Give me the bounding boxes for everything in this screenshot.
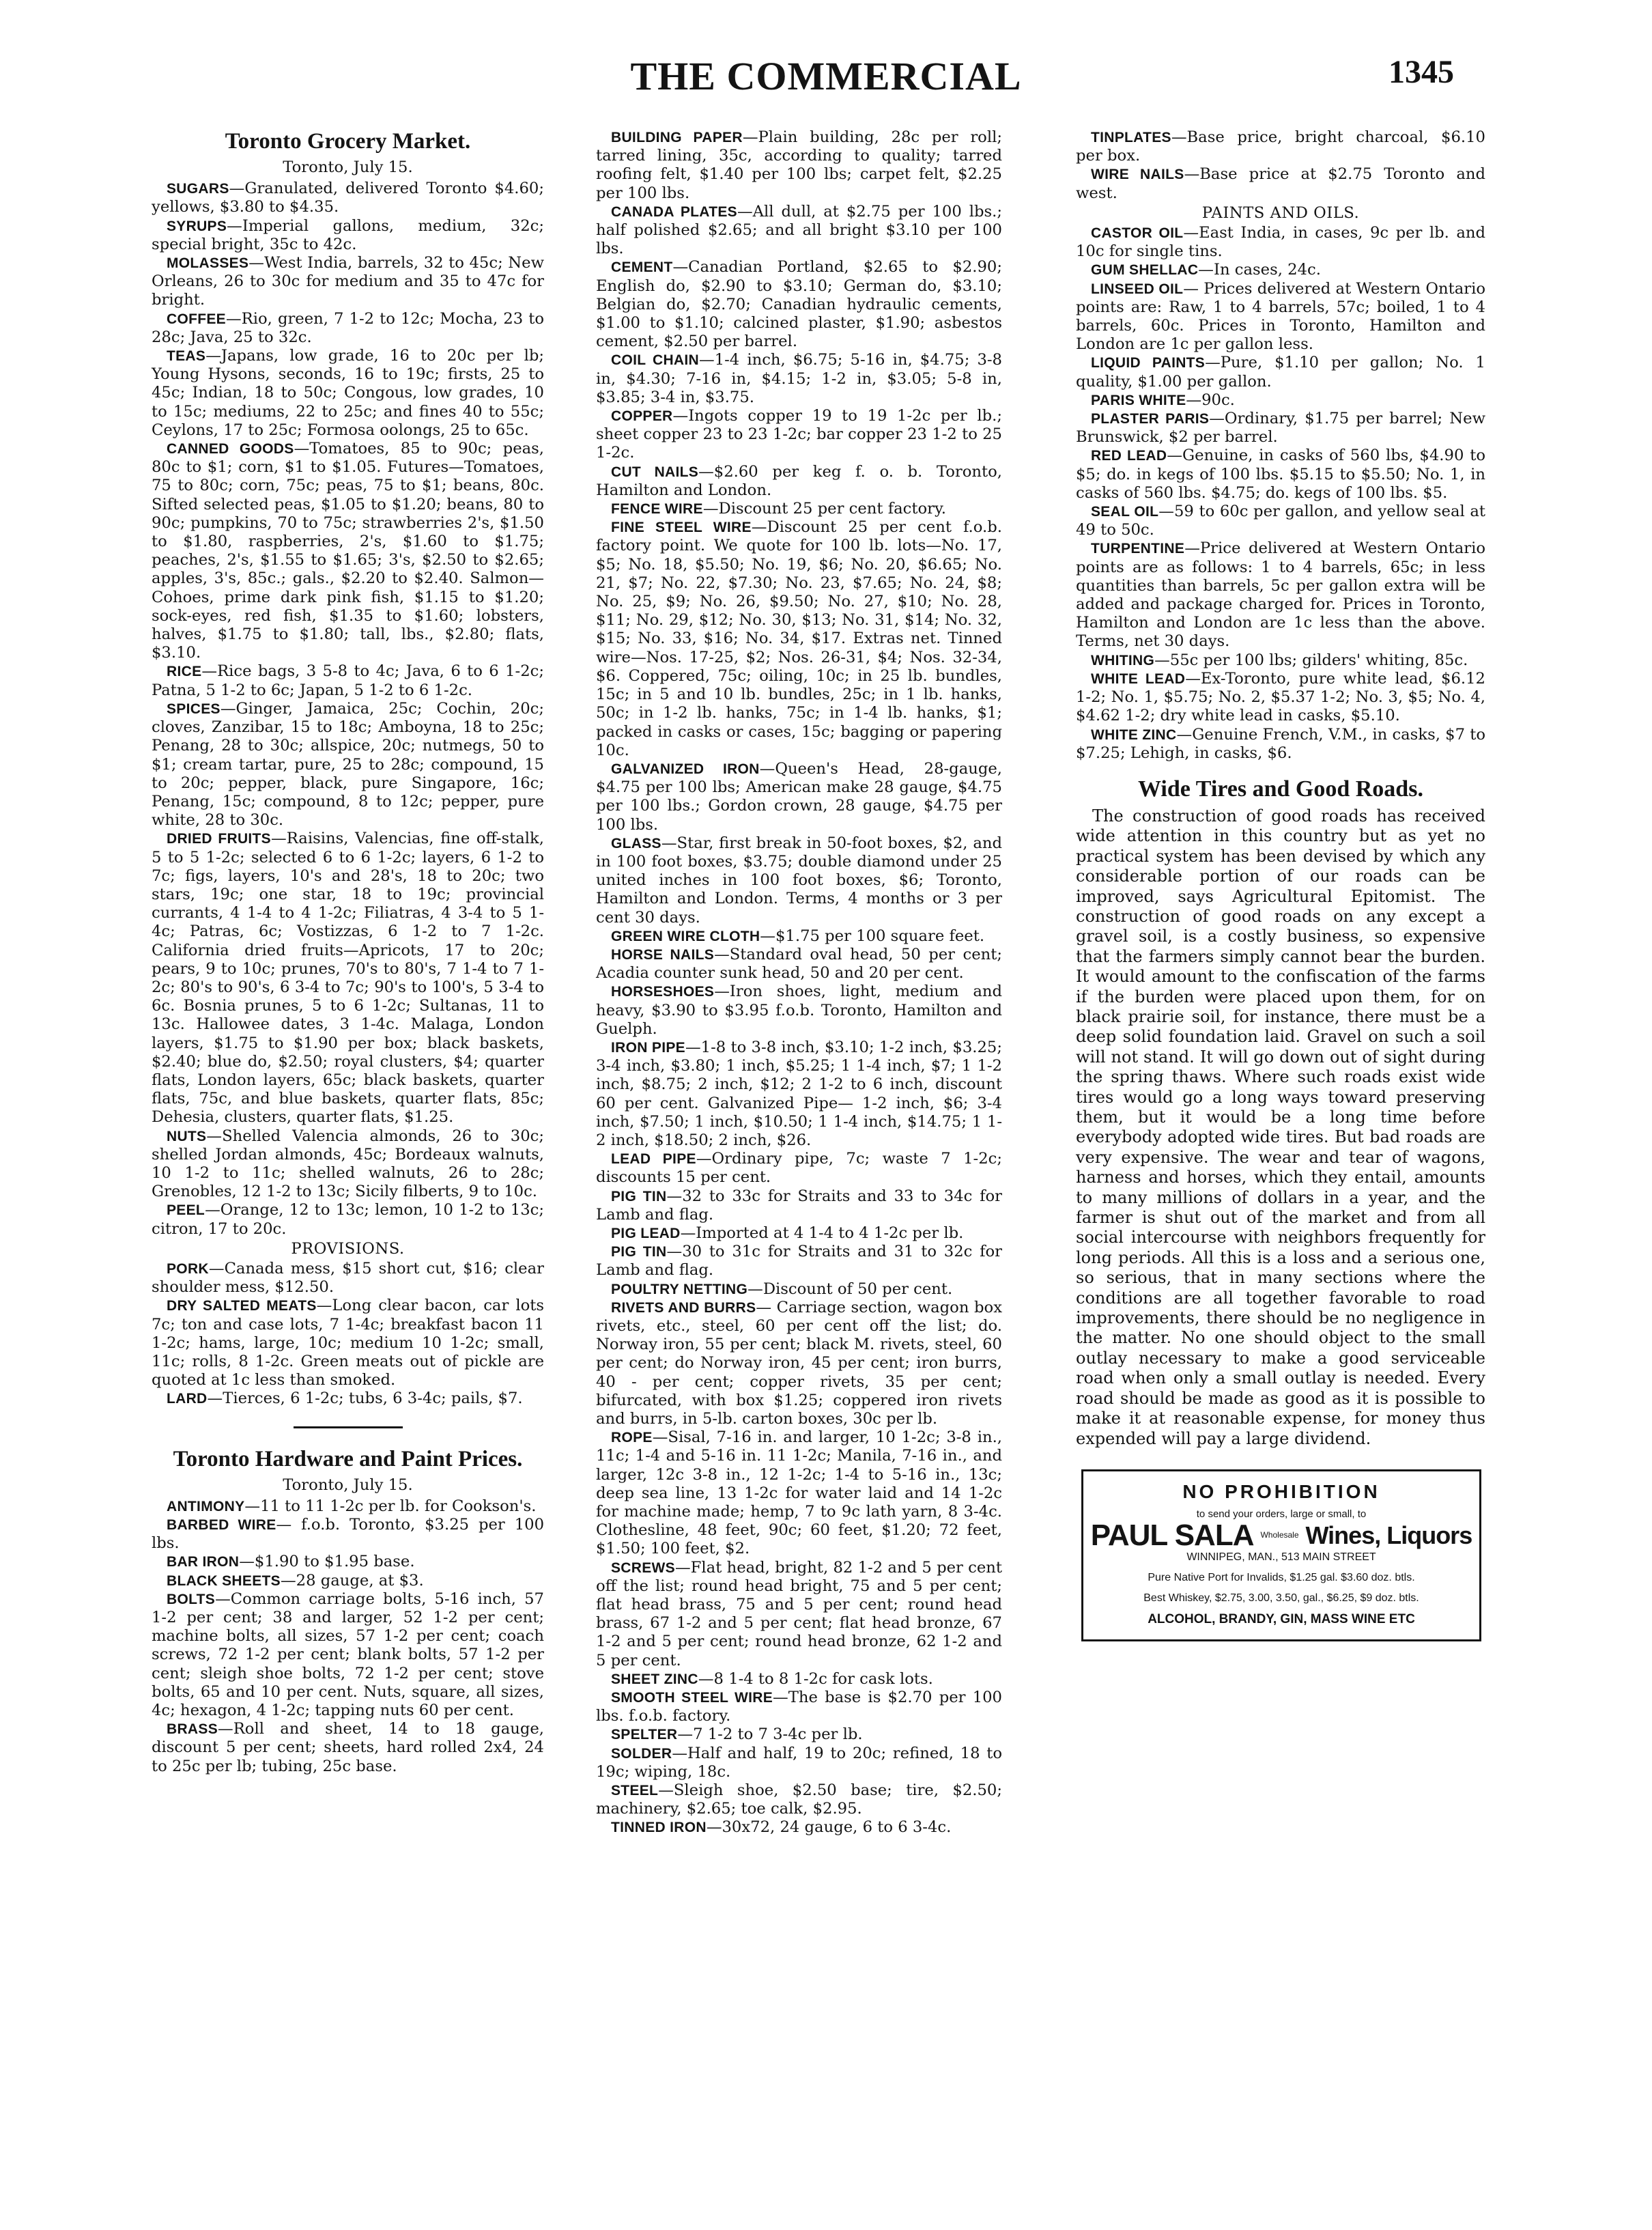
entry-text: —Base price, bright charcoal, $6.10 per box. [1076,128,1485,165]
entry-text: —Discount 25 per cent f.o.b. factory point. We quote for 100 lb. lots—No. 17, $5; No. 18, $5.50; No. 19, $6; No. 20, $6.65; No. 21, $7; No. 22, $7.30; No. 23, $7.65; No. 24, $8; No. 25, $9; No. 26, $9.50; No. 27, $10; No. 28, $11; No. 29, $12; No. 30, $13; No. 31, $14; No. 32, $15; No. 33, $16; No. 34, $17. Extras net. Tinned wire—Nos. 17-25, $2; Nos. 26-31, $4; Nos. 32-34, $6. Coppered, 75c; oiling, 10c; in 25 lb. bundles, 15c; in 5 and 10 lb. bundles, 25c; in 1 lb. hanks, 50c; in 1-2 lb. hanks, 75c; in 1-4 lb. hanks, $1; packed in casks or cases, 15c; bagging or papering 10c. [596,518,1002,759]
hardware-price-list-part-1 [152,1497,544,1776]
entry-text: —Sleigh shoe, $2.50 base; tire, $2.50; machinery, $2.65; toe calk, $2.95. [596,1781,1002,1818]
hardware-section-title: Toronto Hardware and Paint Prices. [173,1446,523,1471]
price-entry [1076,354,1485,391]
price-entry [1076,391,1485,410]
entry-heading: LARD [167,1391,208,1407]
entry-heading: POULTRY NETTING [611,1281,748,1297]
entry-text: —Base price at $2.75 Toronto and west. [1076,165,1485,202]
price-entry [596,1187,1002,1224]
entry-heading: BLACK SHEETS [167,1572,281,1589]
entry-heading: SEAL OIL [1091,504,1159,520]
entry-text: —Plain building, 28c per roll; tarred lining, 35c, according to quality; tarred roofing felt, $1.40 per 100 lbs; carpet felt, $2.25 per 100 lbs. [596,128,1002,202]
price-entry [596,500,1002,518]
entry-text: —Long clear bacon, car lots 7c; ton and case lots, 7 1-4c; breakfast bacon 11 1-2c; hams, large, 10c; medium 10 1-2c; small, 11c; rolls, 8 1-2c. Green meats out of pickle are quoted at 1c less than smoked. [152,1297,544,1389]
entry-heading: PORK [167,1260,209,1277]
price-entry [152,1260,544,1297]
entry-text: —Star, first break in 50-foot boxes, $2, and in 100 foot boxes, $3.75; double diamond under 25 united inches in 100 foot boxes, $6; Toronto, Hamilton and London. Terms, 4 months or 3 per cent 30 days. [596,834,1002,927]
price-entry [596,1689,1002,1725]
entry-text: —West India, barrels, 32 to 45c; New Orleans, 26 to 30c for medium and 35 to 47c for bright. [152,254,544,309]
entry-heading: TINPLATES [1091,130,1171,145]
entry-heading: ANTIMONY [167,1498,245,1514]
entry-text: —Imported at 4 1-4 to 4 1-2c per lb. [680,1224,964,1242]
price-entry [596,203,1002,259]
entry-text: —55c per 100 lbs; gilders' whiting, 85c. [1154,651,1468,669]
ad-product-list: ALCOHOL, BRANDY, GIN, MASS WINE ETC [1148,1612,1415,1627]
price-entry [596,1781,1002,1818]
price-entry [596,518,1002,760]
entry-heading: PIG TIN [611,1188,667,1204]
price-entry [152,1720,544,1776]
price-entry [152,662,544,699]
entry-text: —East India, in cases, 9c per lb. and 10c for single tins. [1076,224,1485,261]
entry-text: —Tomatoes, 85 to 90c; peas, 80c to $1; corn, $1 to $1.05. Futures—Tomatoes, 75 to 80c; corn, 75c; peas, 75 to $1; beans, 80c. Sifted selected peas, $1.05 to $1.20; beans, 80 to 90c; pumpkins, 70 to 75c; strawberries 2's, $1.50 to $1.80, raspberries, 2's, $1.60 to $1.75; peaches, 2's, $1.55 to $1.65; 3's, $2.50 to $2.65; apples, 3's, 85c.; gals., $2.20 to $2.40. Salmon—Cohoes, prime dark pink fish, $1.15 to $1.20; sock-eyes, red fish, $1.35 to $1.60; lobsters, halves, $1.75 to $1.80; tall, lbs., $2.80; flats, $3.10. [152,440,544,662]
entry-text: —Sisal, 7-16 in. and larger, 10 1-2c; 3-8 in., 11c; 1-4 and 5-16 in. 11 1-2c; Manila, 7-16 in., and larger, 12c 3-8 in., 12 1-2c; 1-4 to 5-16 in., 13c; deep sea line, 13 1-2c for water laid and 14 1-2c for machine made; hemp, 7 to 9c lath yarn, 8 3-4c. Clothesline, 48 feet, 90c; 60 feet, $1.20; 72 feet, $1.50; 100 feet, $2. [596,1428,1002,1558]
entry-heading: GUM SHELLAC [1091,262,1199,279]
price-entry [596,1745,1002,1781]
entry-text: —Ingots copper 19 to 19 1-2c per lb.; sheet copper 23 to 23 1-2c; bar copper 23 1-2 to 25 1-2c. [596,407,1002,462]
entry-heading: LINSEED OIL [1091,281,1184,297]
entry-text: —Raisins, Valencias, fine off-stalk, 5 to 5 1-2c; selected 6 to 6 1-2c; layers, 6 1-2 to 7c; figs, layers, 10's and 28's, 18 to 20c; two stars, 19c; one star, 18 to 19c; provincial currants, 4 1-4 to 4 1-2c; Filiatras, 4 3-4 to 5 1-4c; Patras, 6c; Vostizzas, 6 1-2 to 7 1-2c. California dried fruits—Apricots, 17 to 20c; pears, 9 to 10c; prunes, 70's to 80's, 7 1-4 to 7 1-2c; 80's to 90's, 6 3-4 to 7c; 90's to 100's, 5 3-4 to 6c. Bosnia prunes, 5 to 6 1-2c; Sultanas, 11 to 13c. Hallowee dates, 3 1-4c. Malaga, London layers, $1.75 to $1.90 per box; black baskets, $2.40; blue do, $2.50; royal clusters, $4; quarter flats, London layers, 65c; black baskets, quarter flats, 75c, and blue baskets, quarter flats, 85c; Dehesia, clusters, quarter flats, $1.25. [152,830,545,1127]
provisions-heading: PROVISIONS. [291,1239,405,1258]
price-entry [152,1572,544,1590]
price-entry [596,1039,1002,1150]
entry-heading: SUGARS [167,181,229,197]
price-entry [1076,224,1485,261]
price-entry [1076,280,1485,354]
entry-heading: RED LEAD [1091,448,1167,464]
entry-heading: SYRUPS [167,218,227,234]
entry-text: —8 1-4 to 8 1-2c for cask lots. [698,1669,933,1688]
entry-heading: WHITE LEAD [1091,671,1186,687]
entry-text: —Queen's Head, 28-gauge, $4.75 per 100 lbs; American make 28 gauge, $4.75 per 100 lbs.; Gordon crown, 28 gauge, $4.75 per 100 lbs. [596,759,1003,834]
entry-text: —Iron shoes, light, medium and heavy, $3.90 to $3.95 f.o.b. Toronto, Hamilton and Guelph. [596,983,1002,1038]
advertisement-box [1081,1469,1481,1641]
entry-heading: PEEL [167,1202,205,1219]
hardware-price-list-part-2 [596,128,1002,1837]
ad-address: WINNIPEG, MAN., 513 MAIN STREET [1186,1551,1376,1563]
entry-text: —Ginger, Jamaica, 25c; Cochin, 20c; cloves, Zanzibar, 15 to 18c; Amboyna, 18 to 25c; Penang, 28 to 30c; allspice, 20c; nutmegs, 50 to $1; cream tartar, pure, 25 to 28c; compound, 15 to 20c; pepper, black, pure Singapore, 16c; Penang, 15c; compound, 8 to 12c; pepper, pure white, 28 to 30c. [152,699,544,830]
entry-heading: SPICES [167,701,220,717]
hardware-price-list-part-3 [1076,128,1485,203]
entry-text: —Canada mess, $15 short cut, $16; clear shoulder mess, $12.50. [152,1259,544,1297]
ad-name-row [1090,1519,1472,1553]
grocery-dateline: Toronto, July 15. [283,158,413,176]
entry-heading: CANADA PLATES [611,203,737,220]
price-entry [1076,726,1485,763]
entry-text: —$2.60 per keg f. o. b. Toronto, Hamilton and London. [596,462,1002,499]
price-entry [152,1553,544,1571]
page-number: 1345 [1388,54,1454,90]
price-entry [1076,651,1485,670]
entry-heading: SOLDER [611,1745,672,1762]
entry-text: —28 gauge, at $3. [280,1571,424,1590]
article-title: Wide Tires and Good Roads. [1138,776,1423,802]
entry-text: —Common carriage bolts, 5-16 inch, 57 1-2 per cent; 38 and larger, 52 1-2 per cent; machine bolts, all sizes, 57 1-2 per cent; coach screws, 72 1-2 per cent; blank bolts, 57 1-2 per cent; sleigh shoe bolts, 72 1-2 per cent; stove bolts, 65 and 10 per cent. Nuts, square, all sizes, 4c; hexagon, 4 1-2c; tapping nuts 60 per cent. [152,1590,544,1720]
page-header-title: THE COMMERCIAL [630,54,1022,98]
paints-heading: PAINTS AND OILS. [1201,203,1360,222]
column-1 [152,128,544,1776]
entry-text: —Genuine French, V.M., in casks, $7 to $7.25; Lehigh, in casks, $6. [1076,725,1486,762]
entry-heading: GLASS [611,835,661,851]
entry-heading: IRON PIPE [611,1039,685,1056]
price-entry [152,440,544,662]
entry-text: —Pure, $1.10 per gallon; No. 1 quality, $1.00 per gallon. [1076,354,1485,391]
column-3 [1076,128,1485,1641]
entry-heading: PLASTER PARIS [1091,411,1210,427]
entry-text: —7 1-2 to 7 3-4c per lb. [677,1725,863,1744]
entry-heading: SMOOTH STEEL WIRE [611,1690,773,1706]
article-paragraph: The construction of good roads has received wide attention in this country but as yet no practical system has been devised by which any considerable portion of our roads can be improved, says Agricultural Epitomist. The construction of good roads on any except a gravel soil, is a costly business, so expensive that the farmers simply cannot bear the burden. It would amount to the confiscation of the farms if the burden were placed upon them, for on black prairie soil, for instance, there must be a deep solid foundation laid. Gravel on such a soil will not stand. It will go down out of sight during the spring thaws. Where such roads exist wide tires would go a long ways toward preserving them, but it would be a long time before everybody adopted wide tires. But bad roads are very expensive. The wear and tear of wagons, harness and horses, which they entail, amounts to many millions of dollars in a year, and the farmer is shut out of the market and from all social intercourse with neighbors frequently for long periods. All this is a loss and a serious one, so serious, that in many sections where the conditions are all together favorable to road improvements, there should be no negligence in the matter. No one should object to the small outlay necessary to make a good serviceable road when only a small outlay is needed. Every road should be made as good as it is possible to make it at reasonable expense, for money thus expended will pay a large dividend. [1076,806,1485,1448]
price-entry [1076,670,1485,726]
price-entry [596,760,1002,834]
entry-heading: LEAD PIPE [611,1151,696,1168]
entry-text: —Price delivered at Western Ontario points are as follows: 1 to 4 barrels, 65c; in less quantities than barrels, 5c per gallon extra will be added and package charged for. Prices in Toronto, Hamilton and London are 1c less than the above. Terms, net 30 days. [1076,539,1485,651]
ad-port-price: Pure Native Port for Invalids, $1.25 gal. $3.60 doz. btls. [1148,1571,1415,1583]
entry-heading: PIG TIN [611,1244,667,1260]
entry-text: —Discount of 50 per cent. [747,1280,953,1298]
entry-heading: DRY SALTED MEATS [167,1298,317,1314]
price-entry [152,830,544,1127]
entry-heading: FINE STEEL WIRE [611,520,752,536]
entry-text: —30 to 31c for Straits and 31 to 32c for Lamb and flag. [596,1243,1002,1280]
entry-text: —59 to 60c per gallon, and yellow seal at 49 to 50c. [1076,503,1486,539]
entry-text: —Flat head, bright, 82 1-2 and 5 per cent off the list; round head bright, 75 and 5 per cent; flat head brass, 75 and 5 per cent; round head brass, 67 1-2 and 5 per cent; flat head bronze, 67 1-2 and 5 per cent; round head bronze, 62 1-2 and 5 per cent. [596,1558,1002,1669]
entry-heading: HORSESHOES [611,984,715,1000]
entry-text: —Rice bags, 3 5-8 to 4c; Java, 6 to 6 1-2c; Patna, 5 1-2 to 6c; Japan, 5 1-2 to 6 1-2c. [152,662,544,699]
entry-text: —Ordinary pipe, 7c; waste 7 1-2c; discounts 15 per cent. [596,1150,1002,1187]
entry-text: —Discount 25 per cent factory. [702,500,946,518]
entry-heading: TURPENTINE [1091,541,1185,557]
entry-heading: LIQUID PAINTS [1091,355,1206,371]
entry-text: —Tierces, 6 1-2c; tubs, 6 3-4c; pails, $7. [207,1389,523,1408]
entry-heading: MOLASSES [167,255,249,272]
entry-heading: FENCE WIRE [611,501,703,518]
price-entry [596,1150,1002,1187]
entry-heading: DRIED FRUITS [167,831,271,847]
entry-text: —1-8 to 3-8 inch, $3.10; 1-2 inch, $3.25; 3-4 inch, $3.80; 1 inch, $5.25; 1 1-4 inch, $7; 1 1-2 inch, $8.75; 2 inch, $12; 2 1-2 to 6 inch, discount 60 per cent. Galvanized Pipe— 1-2 inch, $6; 3-4 inch, $7.50; 1 inch, $10.50; 1 1-4 inch, $14.75; 1 1-2 inch, $18.50; 2 inch, $26. [596,1038,1002,1149]
entry-heading: PIG LEAD [611,1225,681,1241]
entry-heading: COPPER [611,408,673,425]
entry-heading: BOLTS [167,1591,216,1607]
entry-text: —32 to 33c for Straits and 33 to 34c for Lamb and flag. [596,1187,1002,1224]
entry-heading: SCREWS [611,1559,675,1576]
price-entry [596,1670,1002,1689]
price-entry [596,1224,1002,1243]
hardware-dateline: Toronto, July 15. [283,1476,413,1494]
price-entry [596,128,1002,203]
entry-text: —Imperial gallons, medium, 32c; special bright, 35c to 42c. [152,216,544,253]
price-entry [1076,410,1485,447]
entry-text: —Standard oval head, 50 per cent; Acadia counter sunk head, 50 and 20 per cent. [596,945,1002,983]
price-entry [596,1725,1002,1744]
price-entry [152,1590,544,1720]
price-entry [1076,165,1485,202]
price-entry [152,1516,544,1553]
price-entry [1076,128,1485,165]
entry-heading: BUILDING PAPER [611,130,743,145]
ad-wholesale-label: Wholesale [1260,1530,1299,1540]
price-entry [152,1201,544,1238]
entry-text: —All dull, at $2.75 per 100 lbs.; half polished $2.65; and all bright $3.10 per 100 lbs. [596,202,1003,258]
price-entry [596,407,1002,463]
entry-text: — Prices delivered at Western Ontario points are: Raw, 1 to 4 barrels, 57c; boiled, 1 to 4 barrels, 60c. Prices in Toronto, Hamilton and London are 1c per gallon less. [1076,279,1485,354]
entry-heading: WHITE ZINC [1091,726,1177,743]
price-entry [1076,539,1485,651]
entry-heading: ROPE [611,1430,653,1446]
entry-heading: WHITING [1091,652,1155,668]
price-entry [152,700,544,830]
paints-price-list [1076,224,1485,763]
entry-heading: SHEET ZINC [611,1671,698,1687]
column-2 [596,128,1002,1837]
entry-heading: TINNED IRON [611,1820,707,1836]
ad-whiskey-price: Best Whiskey, $2.75, 3.00, 3.50, gal., $6.25, $9 doz. btls. [1143,1592,1419,1604]
provisions-price-list [152,1260,544,1409]
price-entry [596,1243,1002,1280]
grocery-section-title: Toronto Grocery Market. [225,129,471,154]
entry-heading: CASTOR OIL [1091,225,1184,242]
entry-heading: STEEL [611,1783,659,1799]
entry-text: —Ordinary, $1.75 per barrel; New Brunswick, $2 per barrel. [1076,410,1485,447]
entry-text: —Shelled Valencia almonds, 26 to 30c; shelled Jordan almonds, 45c; Bordeaux walnuts, 10 1-2 to 11c; shelled walnuts, 26 to 28c; Grenobles, 12 1-2 to 13c; Sicily filberts, 9 to 10c. [152,1127,544,1201]
price-entry [596,1280,1002,1299]
entry-heading: GALVANIZED IRON [611,761,760,777]
entry-text: —90c. [1186,391,1235,409]
entry-text: —Granulated, delivered Toronto $4.60; yellows, $3.80 to $4.35. [152,180,544,216]
grocery-price-list [152,180,544,1239]
price-entry [152,1297,544,1389]
entry-text: —$1.90 to $1.95 base. [239,1553,415,1571]
price-entry [596,1428,1002,1558]
entry-heading: CANNED GOODS [167,441,294,457]
entry-text: —In cases, 24c. [1198,261,1321,279]
entry-text: — Carriage section, wagon box rivets, etc., steel, 60 per cent off the list; do. Norway iron, 55 per cent; black M. rivets, steel, 60 per cent; do Norway iron, 45 per cent; iron burrs, 40 - per cent; copper rivets, 35 per cent; bifurcated, with box $1.25; coppered iron rivets and burrs, in 5-lb. carton boxes, 30c per lb. [596,1298,1002,1428]
article-wide-tires [1076,776,1485,1449]
price-entry [152,1389,544,1408]
price-entry [1076,261,1485,279]
price-entry [596,834,1002,927]
price-entry [152,1127,544,1202]
entry-heading: HORSE NAILS [611,946,715,963]
entry-text: —Canadian Portland, $2.65 to $2.90; English do, $2.90 to $3.10; German do, $3.10; Belgian do, $2.70; Canadian hydraulic cements, $1.00 to $1.10; calcined plaster, $1.90; asbestos cement, $2.50 per barrel. [596,258,1002,351]
entry-text: —30x72, 24 gauge, 6 to 6 3-4c. [706,1818,952,1837]
entry-text: — f.o.b. Toronto, $3.25 per 100 lbs. [152,1516,545,1553]
price-entry [596,946,1002,983]
price-entry [152,1497,544,1516]
entry-text: —Roll and sheet, 14 to 18 gauge, discount 5 per cent; sheets, hard rolled 2x4, 24 to 25c per lb; tubing, 25c base. [152,1720,544,1775]
entry-text: —Japans, low grade, 16 to 20c per lb; Young Hysons, seconds, 16 to 19c; firsts, 25 to 45c; Indian, 18 to 50c; Congous, low grades, 10 to 15c; mediums, 22 to 25c; and fines 40 to 55c; Ceylons, 17 to 25c; Formosa oolongs, 25 to 65c. [152,347,544,439]
entry-heading: GREEN WIRE CLOTH [611,928,760,944]
price-entry [596,983,1002,1039]
price-entry [596,927,1002,946]
price-entry [152,217,544,254]
entry-heading: BARBED WIRE [167,1517,276,1534]
entry-heading: WIRE NAILS [1091,167,1184,183]
price-entry [596,1299,1002,1428]
entry-heading: RIVETS AND BURRS [611,1299,756,1316]
price-entry [596,1818,1002,1837]
entry-text: —11 to 11 1-2c per lb. for Cookson's. [244,1497,537,1515]
entry-heading: CUT NAILS [611,464,699,480]
price-entry [152,347,544,440]
price-entry [596,463,1002,500]
entry-heading: BAR IRON [167,1554,240,1570]
entry-heading: TEAS [167,348,206,365]
price-entry [152,310,544,347]
ad-merchant-name: PAUL SALA [1090,1519,1254,1553]
price-entry [1076,503,1485,539]
price-entry [152,180,544,216]
entry-heading: BRASS [167,1721,218,1738]
ad-headline: NO PROHIBITION [1182,1480,1380,1502]
entry-text: —Genuine, in casks of 560 lbs, $4.90 to $5; do. in kegs of 100 lbs. $5.15 to $5.50; No. 1, in casks of 560 lbs. $4.75; do. kegs of 100 lbs. $5. [1076,447,1485,502]
entry-text: —Orange, 12 to 13c; lemon, 10 1-2 to 13c; citron, 17 to 20c. [152,1201,544,1238]
entry-text: —Rio, green, 7 1-2 to 12c; Mocha, 23 to 28c; Java, 25 to 32c. [152,309,544,346]
entry-text: —Ex-Toronto, pure white lead, $6.12 1-2; No. 1, $5.75; No. 2, $5.37 1-2; No. 3, $5; No. 4, $4.62 1-2; dry white lead in casks, $5.10. [1076,669,1485,725]
entry-heading: SPELTER [611,1727,678,1743]
entry-text: —The base is $2.70 per 100 lbs. f.o.b. factory. [596,1689,1002,1725]
price-entry [152,254,544,310]
entry-text: —Half and half, 19 to 20c; refined, 18 to 19c; wiping, 18c. [596,1744,1002,1781]
entry-heading: NUTS [167,1128,207,1144]
ad-invitation: to send your orders, large or small, to [1196,1508,1367,1521]
price-entry [596,258,1002,351]
entry-heading: COIL CHAIN [611,352,699,369]
section-divider [294,1426,403,1428]
entry-heading: CEMENT [611,259,673,276]
ad-products: Wines, Liquors [1305,1521,1472,1550]
entry-heading: RICE [167,664,202,680]
entry-text: —1-4 inch, $6.75; 5-16 in, $4.75; 3-8 in, $4.30; 7-16 in, $4.15; 1-2 in, $3.05; 5-8 in, $3.85; 3-4 in, $3.75. [596,351,1002,406]
entry-heading: PARIS WHITE [1091,392,1186,408]
price-entry [1076,447,1485,503]
entry-text: —$1.75 per 100 square feet. [760,927,985,945]
price-entry [596,351,1002,407]
price-entry [596,1559,1002,1670]
entry-heading: COFFEE [167,311,226,327]
